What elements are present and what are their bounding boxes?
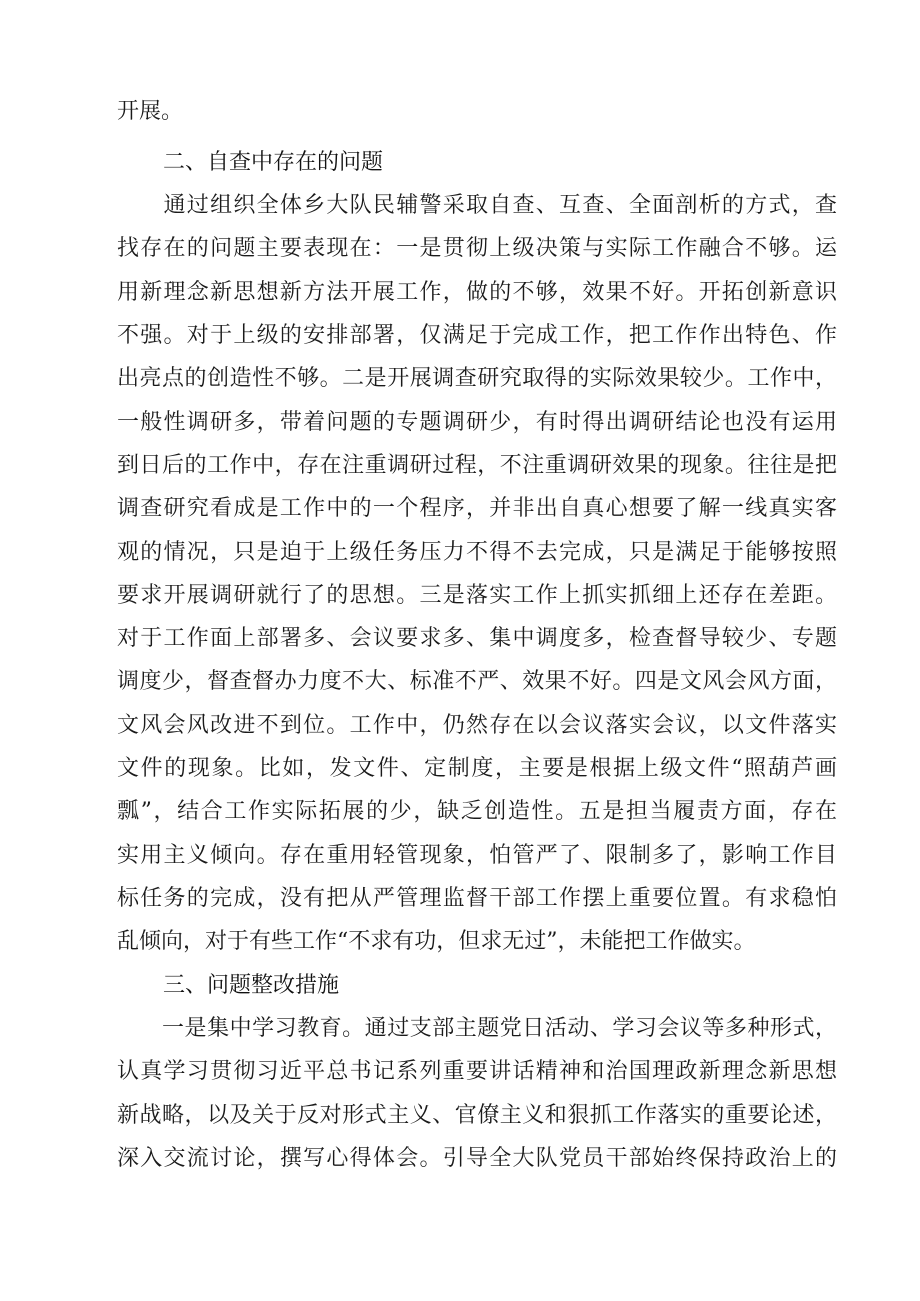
section2-heading: 二、自查中存在的问题 bbox=[163, 150, 384, 175]
paragraph-line: 调查研究看成是工作中的一个程序，并非出自真心想要了解一线真实客 bbox=[117, 496, 837, 521]
paragraph-line: 深入交流讨论，撰写心得体会。引导全大队党员干部始终保持政治上的 bbox=[117, 1146, 837, 1171]
paragraph-line: 瓢”，结合工作实际拓展的少，缺乏创造性。五是担当履责方面，存在 bbox=[117, 799, 837, 824]
paragraph-line: 标任务的完成，没有把从严管理监督干部工作摆上重要位置。有求稳怕 bbox=[117, 886, 837, 911]
paragraph-line: 认真学习贯彻习近平总书记系列重要讲话精神和治国理政新理念新思想 bbox=[117, 1059, 837, 1084]
paragraph-line: 出亮点的创造性不够。二是开展调查研究取得的实际效果较少。工作中， bbox=[117, 366, 837, 391]
paragraph-line: 乱倾向，对于有些工作“不求有功，但求无过”，未能把工作做实。 bbox=[117, 929, 756, 954]
paragraph-line: 一般性调研多，带着问题的专题调研少，有时得出调研结论也没有运用 bbox=[117, 410, 837, 435]
paragraph-line: 不强。对于上级的安排部署，仅满足于完成工作，把工作作出特色、作 bbox=[117, 323, 837, 348]
paragraph-line: 新战略，以及关于反对形式主义、官僚主义和狠抓工作落实的重要论述， bbox=[117, 1103, 837, 1128]
paragraph-line: 观的情况，只是迫于上级任务压力不得不去完成，只是满足于能够按照 bbox=[117, 540, 837, 565]
paragraph-line: 通过组织全体乡大队民辅警采取自查、互查、全面剖析的方式，查 bbox=[117, 193, 837, 218]
paragraph-line: 一是集中学习教育。通过支部主题党日活动、学习会议等多种形式， bbox=[117, 1016, 837, 1041]
paragraph-line: 到日后的工作中，存在注重调研过程，不注重调研效果的现象。往往是把 bbox=[117, 453, 837, 478]
paragraph-line: 文风会风改进不到位。工作中，仍然存在以会议落实会议，以文件落实 bbox=[117, 713, 837, 738]
paragraph-line: 找存在的问题主要表现在：一是贯彻上级决策与实际工作融合不够。运 bbox=[117, 236, 837, 261]
paragraph-line: 对于工作面上部署多、会议要求多、集中调度多，检查督导较少、专题 bbox=[117, 626, 837, 651]
paragraph-line: 调度少，督查督办力度不大、标准不严、效果不好。四是文风会风方面， bbox=[117, 669, 837, 694]
intro-tail-line: 开展。 bbox=[117, 99, 184, 124]
paragraph-line: 要求开展调研就行了的思想。三是落实工作上抓实抓细上还存在差距。 bbox=[117, 583, 837, 608]
paragraph-line: 文件的现象。比如，发文件、定制度，主要是根据上级文件“照葫芦画 bbox=[117, 756, 837, 781]
section3-heading: 三、问题整改措施 bbox=[163, 973, 340, 998]
paragraph-line: 用新理念新思想新方法开展工作，做的不够，效果不好。开拓创新意识 bbox=[117, 280, 837, 305]
paragraph-line: 实用主义倾向。存在重用轻管现象，怕管严了、限制多了，影响工作目 bbox=[117, 843, 837, 868]
